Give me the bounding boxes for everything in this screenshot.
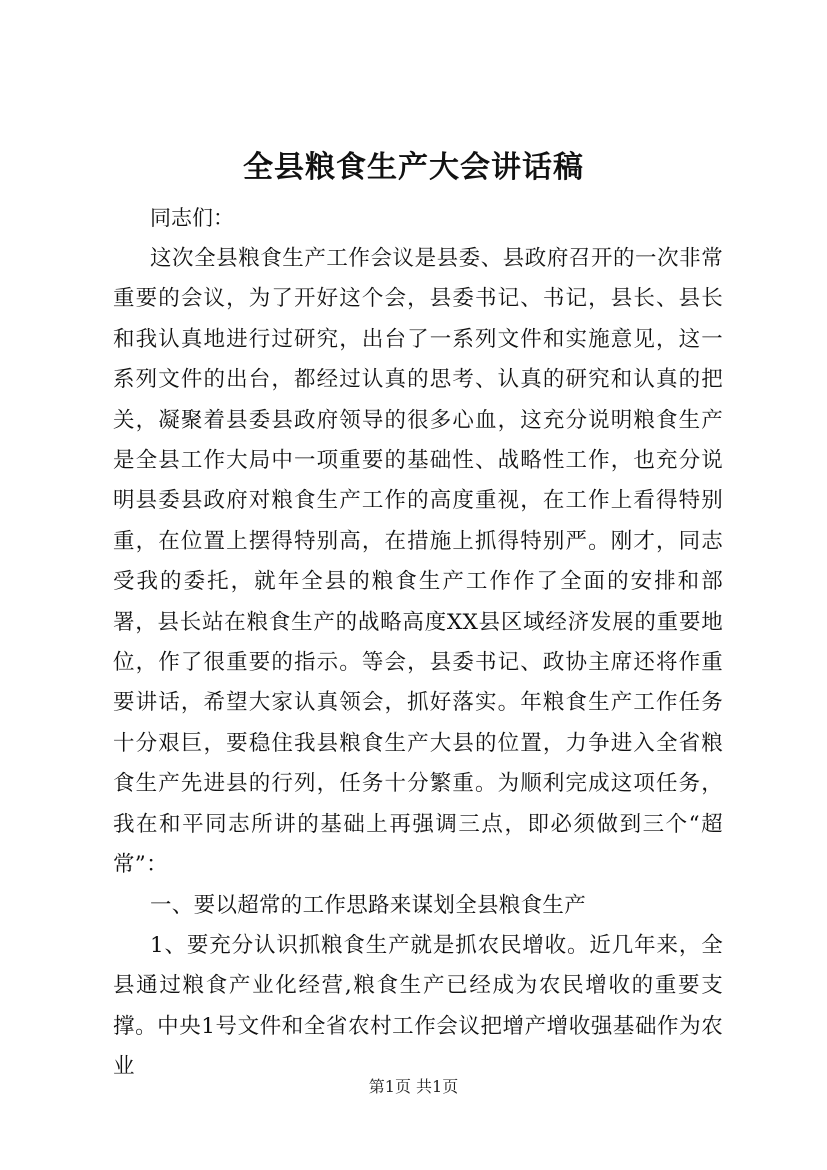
paragraph: 这次全县粮食生产工作会议是县委、县政府召开的一次非常重要的会议，为了开好这个会，县委书记、书记，县长、县长和我认真地进行过研究，出台了一系列文件和实施意见，这一系列文件的出台，都经过认真的思考、认真的研究和认真的把关，凝聚着县委县政府领导的很多心血，这充分说明粮食生产是全县工作大局中一项重要的基础性、战略性工作，也充分说明县委县政府对粮食生产工作的高度重视，在工作上看得特别重，在位置上摆得特别高，在措施上抓得特别严。刚才，同志受我的委托，就年全县的粮食生产工作作了全面的安排和部署，县长站在粮食生产的战略高度XX县区域经济发展的重要地位，作了很重要的指示。等会，县委书记、政协主席还将作重要讲话，希望大家认真领会，抓好落实。年粮食生产工作任务十分艰巨，要稳住我县粮食生产大县的位置，力争进入全省粮食生产先进县的行列，任务十分繁重。为顺利完成这项任务，我在和平同志所讲的基础上再强调三点，即必须做到三个“超常”： — [113, 246, 723, 878]
section-heading: 一、要以超常的工作思路来谋划全县粮食生产 — [150, 892, 587, 918]
paragraph: 1、要充分认识抓粮食生产就是抓农民增收。近几年来，全县通过粮食产业化经营,粮食生产已经成为农民增收的重要支撑。中央1号文件和全省农村工作会议把增产增收强基础作为农业 — [113, 932, 723, 1080]
page-footer: 第1页 共1页 — [368, 1077, 459, 1096]
salutation: 同志们： — [150, 206, 234, 230]
document-body — [113, 239, 723, 1088]
document-title: 全县粮食生产大会讲话稿 — [243, 150, 584, 185]
